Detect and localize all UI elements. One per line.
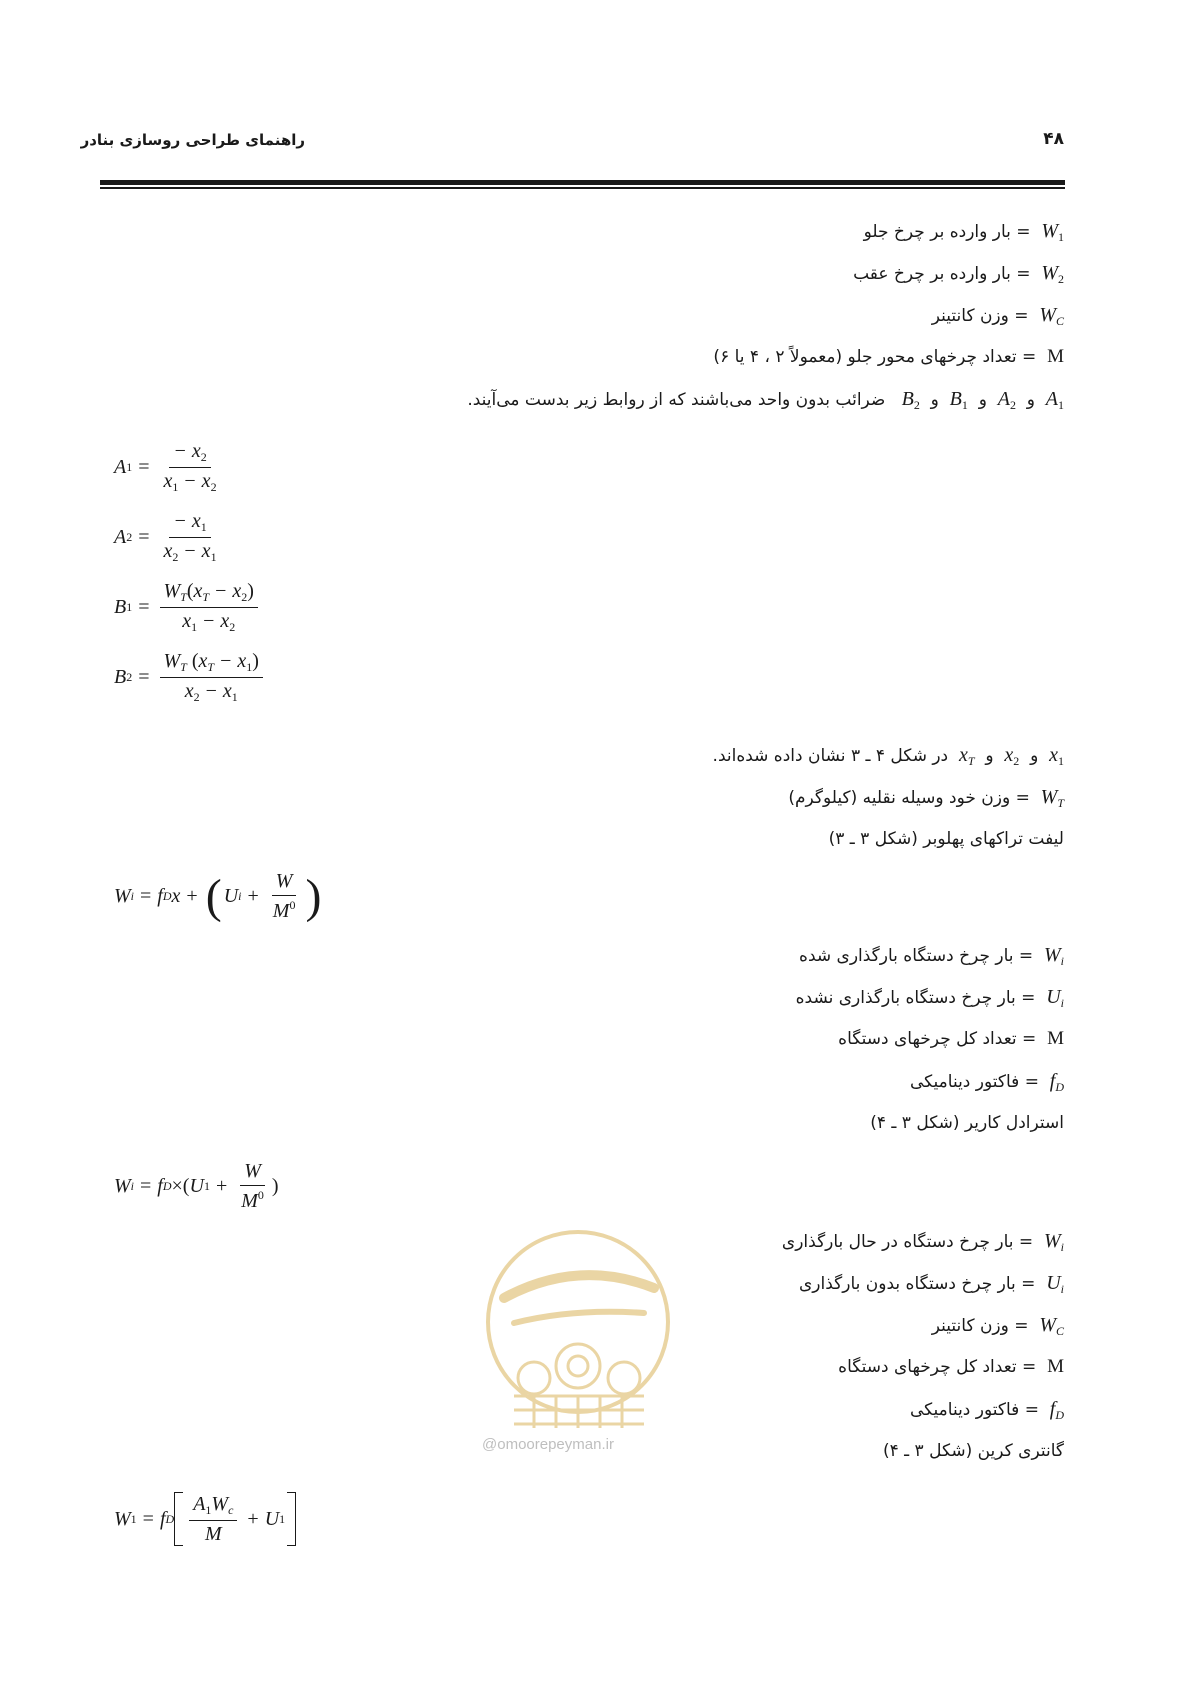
def-m-front: M = تعداد چرخهای محور جلو (معمولاً ۲ ، ۴ یا ۶) <box>713 346 1064 367</box>
coefficients-line: $A_1$ و $A_2$ و $B_1$ و $B_2$ ضرائب بدون واحد می‌باشند که از روابط زیر بدست می‌آیند. <box>467 388 1064 412</box>
def-w1: $W_1$ = بار وارده بر چرخ جلو <box>863 220 1064 244</box>
def-wc-2: $W_C$ = وزن کانتینر <box>931 1314 1064 1338</box>
def-ui-unloaded: $U_i$ = بار چرخ دستگاه بارگذاری نشده <box>795 986 1064 1010</box>
equation-b2: B 2 = $\frac{W_T (x_T - x_1)}{x_2 - x_1}$ <box>114 650 267 705</box>
def-wc: $W_C$ = وزن کانتینر <box>931 304 1064 328</box>
equation-gantry-crane: W 1 = f D $\frac{A_1W_c}{M}$ + U 1 <box>114 1492 296 1546</box>
def-ui-noload: $U_i$ = بار چرخ دستگاه بدون بارگذاری <box>799 1272 1064 1296</box>
equation-lift-truck: W i = f D x + ( U i + $\frac{W}{M^0}$ ) <box>114 869 322 923</box>
def-fd-2: $f_D$ = فاکتور دینامیکی <box>909 1398 1064 1422</box>
watermark-emblem-icon <box>474 1218 684 1458</box>
figure-reference-line: $x_1$ و $x_2$ و $x_T$ در شکل ۴ ـ ۳ نشان داده شده‌اند. <box>712 744 1064 768</box>
section-heading-straddle-carrier: استرادل کاریر (شکل ۳ ـ ۴) <box>870 1113 1064 1133</box>
watermark-url: @omoorepeyman.ir <box>482 1436 614 1453</box>
equation-b1: B 1 = $\frac{W_T(x_T - x_2)}{x_1 - x_2}$ <box>114 580 262 635</box>
def-wi-loading: $W_i$ = بار چرخ دستگاه در حال بارگذاری <box>781 1230 1064 1254</box>
def-m-total-2: M = تعداد کل چرخهای دستگاه <box>838 1356 1064 1377</box>
watermark-logo <box>474 1218 684 1458</box>
running-header-title: راهنمای طراحی روسازی بنادر <box>80 131 305 149</box>
def-wi-loaded: $W_i$ = بار چرخ دستگاه بارگذاری شده <box>799 944 1064 968</box>
equation-straddle-carrier: W i = f D ×( U 1 + $\frac{W}{M^0}$ ) <box>114 1160 279 1212</box>
def-wt: $W_T$ = وزن خود وسیله نقلیه (کیلوگرم) <box>788 786 1064 810</box>
def-w2: $W_2$ = بار وارده بر چرخ عقب <box>853 262 1064 286</box>
def-m-total: M = تعداد کل چرخهای دستگاه <box>838 1028 1064 1049</box>
section-heading-gantry-crane: گانتری کرین (شکل ۳ ـ ۴) <box>882 1441 1064 1461</box>
header-rule-thin <box>100 187 1065 189</box>
header-rule-thick <box>100 180 1065 185</box>
section-heading-lift-truck: لیفت تراکهای پهلوبر (شکل ۳ ـ ۳) <box>828 829 1064 849</box>
equation-a2: A 2 = $\frac{- x_1}{x_2 - x_1}$ <box>114 510 217 564</box>
def-fd: $f_D$ = فاکتور دینامیکی <box>909 1070 1064 1094</box>
equation-a1: A 1 = $\frac{- x_2}{x_1 - x_2}$ <box>114 440 217 494</box>
page-number: ۴۸ <box>1043 129 1064 149</box>
